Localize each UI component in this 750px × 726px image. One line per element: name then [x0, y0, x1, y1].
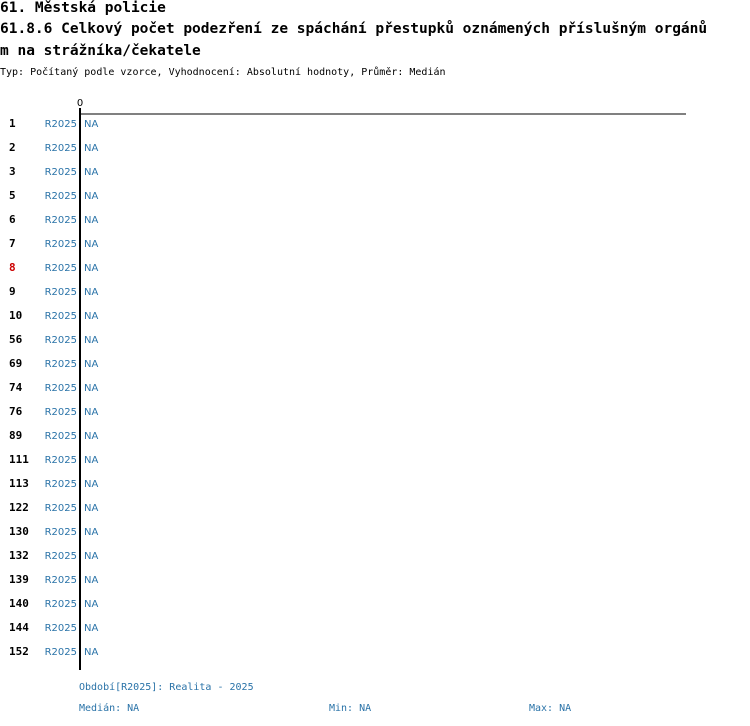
category-label: 76	[9, 405, 23, 418]
category-label: 69	[9, 357, 23, 370]
value-label: NA	[84, 263, 99, 274]
value-label: NA	[84, 311, 99, 322]
value-label: NA	[84, 407, 99, 418]
series-label: R2025	[44, 407, 77, 418]
category-label: 7	[9, 237, 16, 250]
series-label: R2025	[44, 335, 77, 346]
value-label: NA	[84, 527, 99, 538]
series-label: R2025	[44, 647, 77, 658]
value-label: NA	[84, 239, 99, 250]
category-label: 139	[9, 573, 29, 586]
value-label: NA	[84, 551, 99, 562]
value-label: NA	[84, 575, 99, 586]
category-label: 122	[9, 501, 29, 514]
value-label: NA	[84, 167, 99, 178]
series-label: R2025	[44, 191, 77, 202]
value-label: NA	[84, 335, 99, 346]
category-label: 5	[9, 189, 16, 202]
series-label: R2025	[44, 239, 77, 250]
series-label: R2025	[44, 143, 77, 154]
series-label: R2025	[44, 599, 77, 610]
value-label: NA	[84, 599, 99, 610]
category-label: 1	[9, 117, 16, 130]
value-label: NA	[84, 215, 99, 226]
series-label: R2025	[44, 455, 77, 466]
indicator-title-continued: m na strážníka/čekatele	[0, 43, 201, 59]
value-label: NA	[84, 479, 99, 490]
series-label: R2025	[44, 215, 77, 226]
series-label: R2025	[44, 527, 77, 538]
series-label: R2025	[44, 263, 77, 274]
value-label: NA	[84, 383, 99, 394]
series-label: R2025	[44, 287, 77, 298]
min-value: Min: NA	[329, 703, 372, 714]
page-title: 61. Městská policie	[0, 0, 166, 16]
series-label: R2025	[44, 167, 77, 178]
category-label: 74	[9, 381, 23, 394]
category-label: 6	[9, 213, 16, 226]
value-label: NA	[84, 119, 99, 130]
series-label: R2025	[44, 623, 77, 634]
series-label: R2025	[44, 119, 77, 130]
chart-subtitle: Typ: Počítaný podle vzorce, Vyhodnocení: Absolutní hodnoty, Průměr: Medián	[0, 67, 446, 78]
category-label: 113	[9, 477, 29, 490]
value-label: NA	[84, 359, 99, 370]
value-label: NA	[84, 455, 99, 466]
category-label: 56	[9, 333, 23, 346]
indicator-title: 61.8.6 Celkový počet podezření ze spáchání přestupků oznámených příslušným orgánů	[0, 21, 708, 37]
category-label: 10	[9, 309, 23, 322]
value-label: NA	[84, 287, 99, 298]
series-label: R2025	[44, 311, 77, 322]
series-label: R2025	[44, 431, 77, 442]
series-label: R2025	[44, 575, 77, 586]
value-label: NA	[84, 143, 99, 154]
median-value: Medián: NA	[79, 703, 140, 714]
value-label: NA	[84, 623, 99, 634]
category-label: 89	[9, 429, 23, 442]
category-label: 111	[9, 453, 29, 466]
series-label: R2025	[44, 479, 77, 490]
category-label: 144	[9, 621, 29, 634]
period-legend: Období[R2025]: Realita - 2025	[79, 682, 254, 693]
series-label: R2025	[44, 359, 77, 370]
category-label: 2	[9, 141, 16, 154]
category-label: 8	[9, 261, 16, 274]
x-tick-label: 0	[76, 98, 84, 109]
series-label: R2025	[44, 383, 77, 394]
series-label: R2025	[44, 503, 77, 514]
category-label: 3	[9, 165, 16, 178]
value-label: NA	[84, 647, 99, 658]
category-label: 132	[9, 549, 29, 562]
category-label: 152	[9, 645, 29, 658]
category-label: 9	[9, 285, 16, 298]
value-label: NA	[84, 191, 99, 202]
value-label: NA	[84, 431, 99, 442]
max-value: Max: NA	[529, 703, 572, 714]
category-label: 130	[9, 525, 29, 538]
series-label: R2025	[44, 551, 77, 562]
value-label: NA	[84, 503, 99, 514]
category-label: 140	[9, 597, 29, 610]
